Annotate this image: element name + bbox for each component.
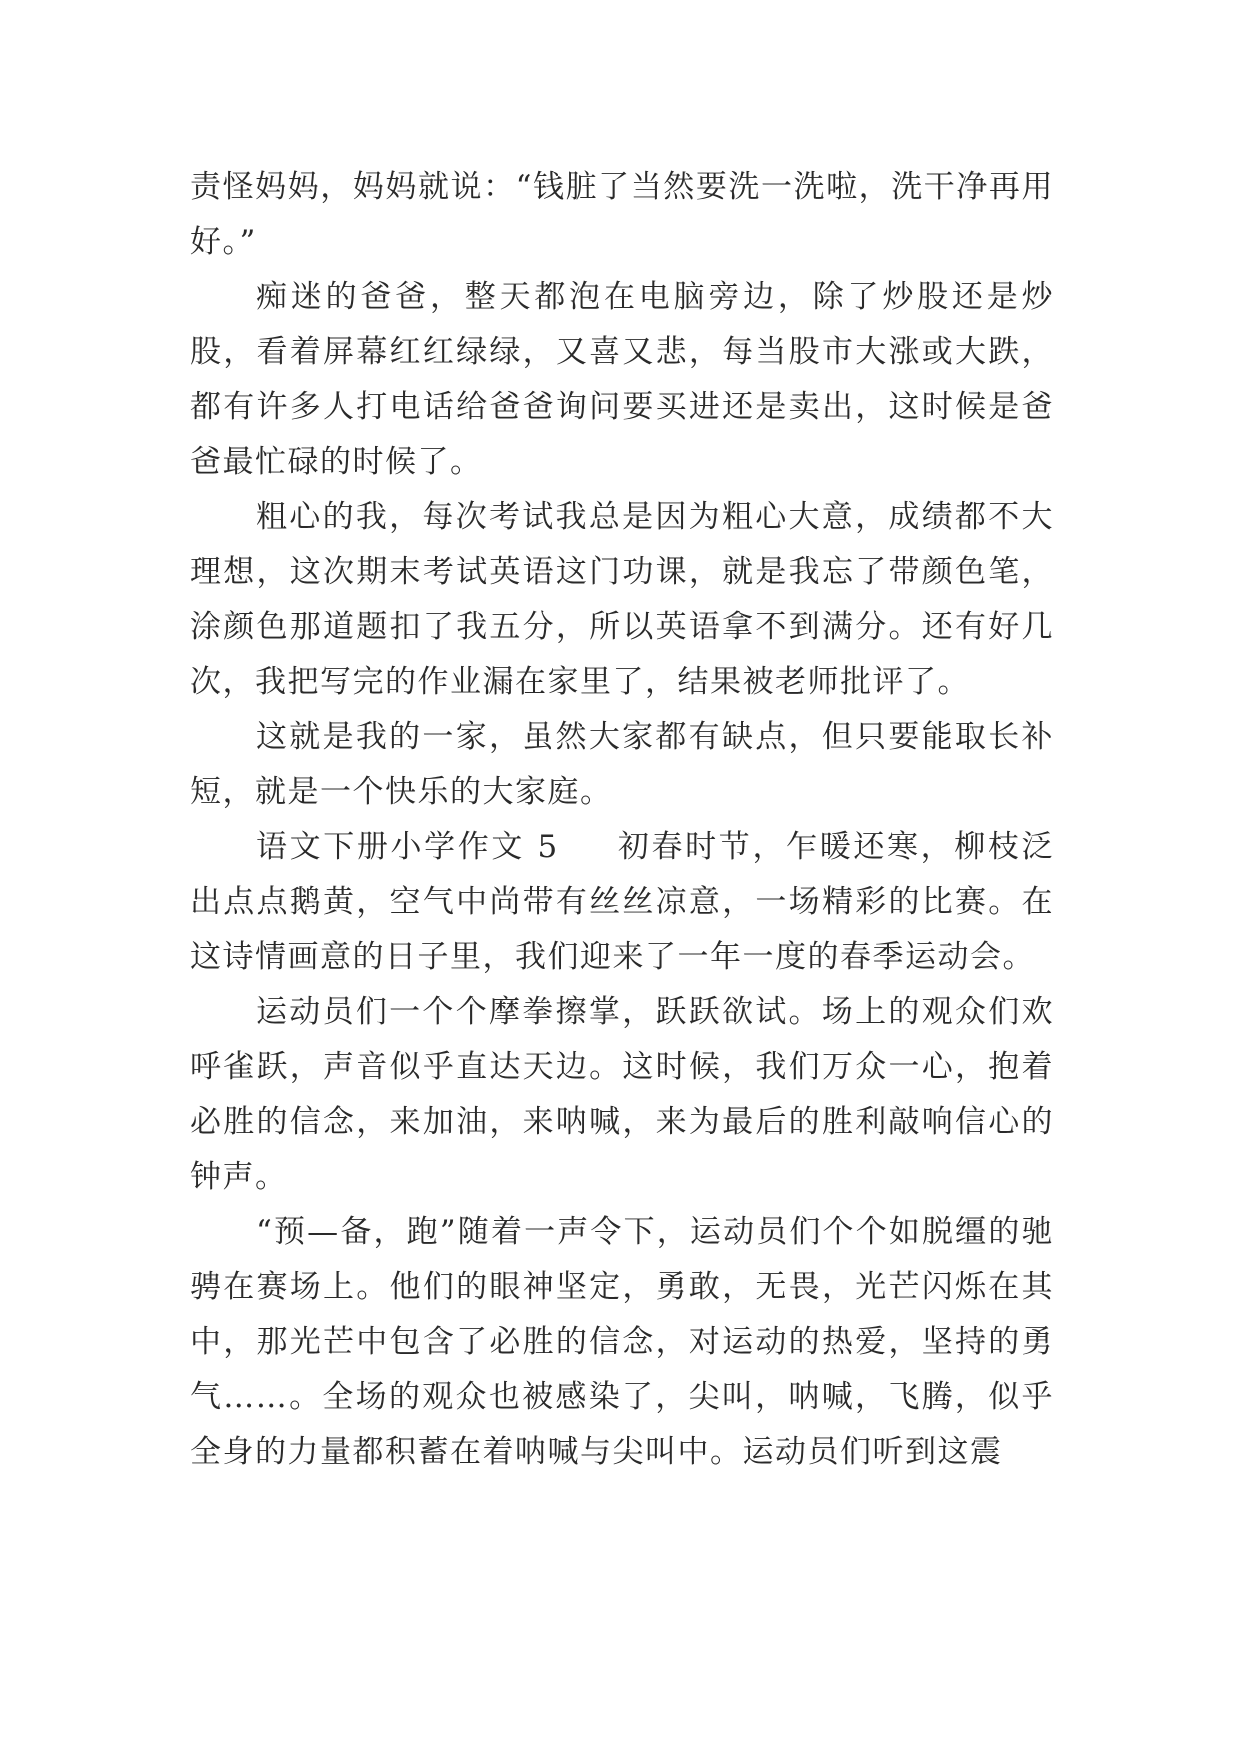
paragraph-7: “预—备，跑”随着一声令下，运动员们个个如脱缰的驰骋在赛场上。他们的眼神坚定，勇敢，无畏，光芒闪烁在其中，那光芒中包含了必胜的信念，对运动的热爱，坚持的勇气……。全场的观众也被感染了，尖叫，呐喊，飞腾，似乎全身的力量都积蓄在着呐喊与尖叫中。运动员们听到这震 (190, 1214, 1054, 1470)
paragraph-1: 责怪妈妈，妈妈就说：“钱脏了当然要洗一洗啦，洗干净再用好。” (190, 169, 1054, 260)
essay-heading: 语文下册小学作文 5 (256, 829, 559, 865)
paragraph-4: 这就是我的一家，虽然大家都有缺点，但只要能取长补短，就是一个快乐的大家庭。 (190, 719, 1054, 810)
paragraph-3: 粗心的我，每次考试我总是因为粗心大意，成绩都不大理想，这次期末考试英语这门功课，就是我忘了带颜色笔，涂颜色那道题扣了我五分，所以英语拿不到满分。还有好几次，我把写完的作业漏在家里了，结果被老师批评了。 (190, 499, 1054, 700)
document-body (190, 160, 1054, 1480)
paragraph-2: 痴迷的爸爸，整天都泡在电脑旁边，除了炒股还是炒股，看着屏幕红红绿绿，又喜又悲，每当股市大涨或大跌，都有许多人打电话给爸爸询问要买进还是卖出，这时候是爸爸最忙碌的时候了。 (190, 279, 1054, 480)
paragraph-6: 运动员们一个个摩拳擦掌，跃跃欲试。场上的观众们欢呼雀跃，声音似乎直达天边。这时候，我们万众一心，抱着必胜的信念，来加油，来呐喊，来为最后的胜利敲响信心的钟声。 (190, 994, 1054, 1195)
paragraph-5-text: 初春时节，乍暖还寒，柳枝泛出点点鹅黄，空气中尚带有丝丝凉意，一场精彩的比赛。在这诗情画意的日子里，我们迎来了一年一度的春季运动会。 (190, 829, 1055, 975)
paragraph-5 (190, 820, 1054, 985)
